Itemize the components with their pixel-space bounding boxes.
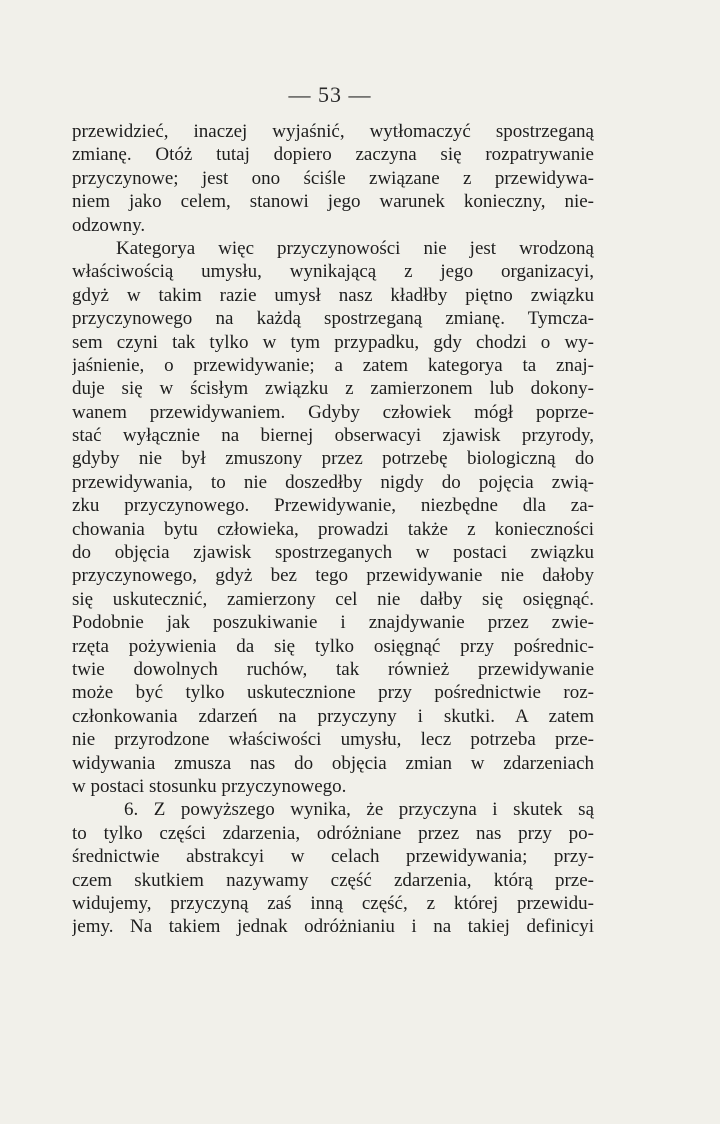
text-line: do objęcia zjawisk spostrzeganych w postaci związku: [72, 542, 594, 564]
text-line: widujemy, przyczyną zaś inną część, z której przewidu-: [72, 892, 594, 914]
text-line: członkowania zdarzeń na przyczyny i skutki. A zatem: [72, 705, 594, 727]
text-line: gdyż w takim razie umysł nasz kładłby piętno związku: [72, 284, 594, 306]
text-line: jaśnienie, o przewidywanie; a zatem kategorya ta znaj-: [72, 354, 594, 376]
text-line: Podobnie jak poszukiwanie i znajdywanie przez zwie-: [72, 612, 594, 634]
text-line: widywania zmusza nas do objęcia zmian w zdarzeniach: [72, 752, 594, 774]
text-line: duje się w ścisłym związku z zamierzonem lub dokony-: [72, 378, 594, 400]
text-line: może być tylko uskutecznione przy pośrednictwie roz-: [72, 682, 594, 704]
text-line: zmianę. Otóż tutaj dopiero zaczyna się rozpatrywanie: [72, 144, 594, 166]
text-line: sem czyni tak tylko w tym przypadku, gdy chodzi o wy-: [72, 331, 594, 353]
text-line: właściwością umysłu, wynikającą z jego organizacyi,: [72, 261, 594, 283]
text-line: czem skutkiem nazywamy część zdarzenia, którą prze-: [72, 869, 594, 891]
text-line: przewidzieć, inaczej wyjaśnić, wytłomaczyć spostrzeganą: [72, 121, 594, 142]
text-line: rzęta pożywienia da się tylko osięgnąć przy pośrednic-: [72, 635, 594, 657]
text-line: nie przyrodzone właściwości umysłu, lecz potrzeba prze-: [72, 729, 594, 751]
text-line: stać wyłącznie na biernej obserwacyi zjawisk przyrody,: [72, 425, 594, 447]
text-line: w postaci stosunku przyczynowego.: [72, 775, 347, 797]
body-text: [72, 120, 594, 939]
text-line: to tylko części zdarzenia, odróżniane przez nas przy po-: [72, 822, 594, 844]
page-number: — 53 —: [288, 82, 372, 107]
text-line: przyczynowe; jest ono ściśle związane z przewidywa-: [72, 167, 594, 189]
text-line: zku przyczynowego. Przewidywanie, niezbędne dla za-: [72, 495, 594, 517]
text-line: twie dowolnych ruchów, tak również przewidywanie: [72, 658, 594, 680]
text-line: przyczynowego na każdą spostrzeganą zmianę. Tymcza-: [72, 308, 594, 330]
text-line: przewidywania, to nie doszedłby nigdy do pojęcia zwią-: [72, 471, 594, 493]
text-line: odzowny.: [72, 214, 146, 236]
text-line: niem jako celem, stanowi jego warunek konieczny, nie-: [72, 191, 594, 213]
text-line: jemy. Na takiem jednak odróżnianiu i na takiej definicyi: [72, 916, 594, 938]
text-line: się uskutecznić, zamierzony cel nie dałby się osięgnąć.: [72, 588, 594, 610]
text-line: wanem przewidywaniem. Gdyby człowiek mógł poprze-: [72, 401, 594, 423]
text-line: średnictwie abstrakcyi w celach przewidywania; przy-: [72, 846, 594, 868]
paragraph-start-line: Kategorya więc przyczynowości nie jest wrodzoną: [116, 237, 594, 259]
text-line: chowania bytu człowieka, prowadzi także z konieczności: [72, 518, 594, 540]
text-line: przyczynowego, gdyż bez tego przewidywanie nie dałoby: [72, 565, 594, 587]
text-line: gdyby nie był zmuszony przez potrzebę biologiczną do: [72, 448, 594, 470]
paragraph-start-line: 6. Z powyższego wynika, że przyczyna i skutek są: [124, 799, 594, 821]
